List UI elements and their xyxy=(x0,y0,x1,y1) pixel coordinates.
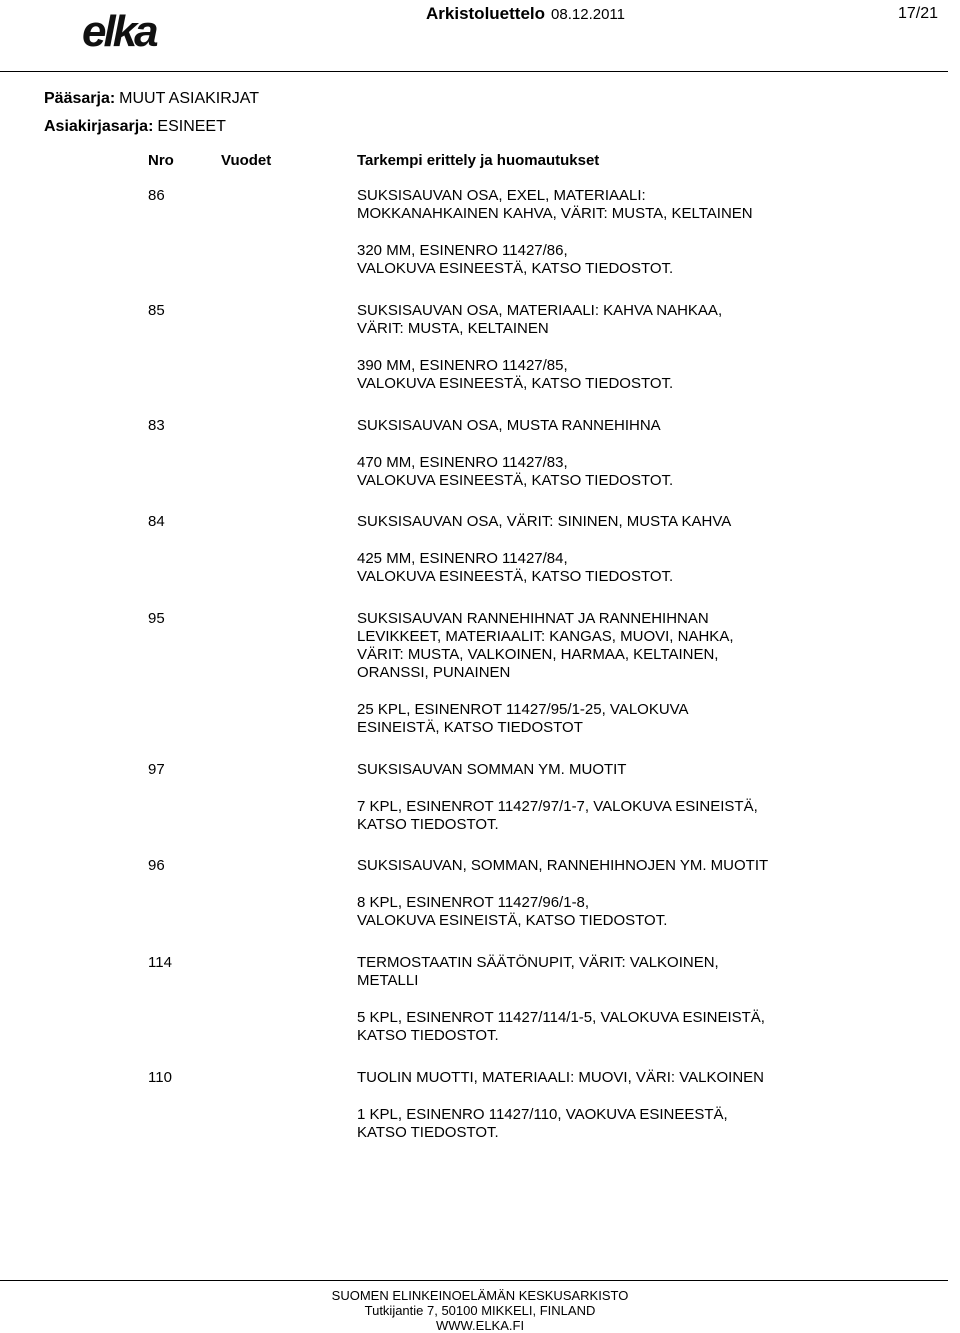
row-text: 470 MM, ESINENRO 11427/83, xyxy=(357,454,568,471)
row-text: VÄRIT: MUSTA, VALKOINEN, HARMAA, KELTAINEN, xyxy=(357,646,719,663)
row-text: 25 KPL, ESINENROT 11427/95/1-25, VALOKUVA xyxy=(357,701,689,718)
footer-organization: SUOMEN ELINKEINOELÄMÄN KESKUSARKISTO xyxy=(331,1288,629,1303)
elka-logo xyxy=(80,8,200,54)
row-text: 320 MM, ESINENRO 11427/86, xyxy=(357,242,568,259)
row-text: KATSO TIEDOSTOT. xyxy=(357,1027,499,1044)
footer-website: WWW.ELKA.FI xyxy=(435,1318,525,1333)
row-text: ORANSSI, PUNAINEN xyxy=(357,664,511,681)
row-text: METALLI xyxy=(357,972,419,989)
asiakirjasarja-label: Asiakirjasarja: xyxy=(44,118,154,135)
row-number: 96 xyxy=(148,857,165,874)
row-text: SUKSISAUVAN RANNEHIHNAT JA RANNEHIHNAN xyxy=(357,610,709,627)
asiakirjasarja-line xyxy=(44,118,226,136)
paasarja-label: Pääsarja: xyxy=(44,90,116,107)
paasarja-line xyxy=(44,90,259,108)
row-number: 97 xyxy=(148,761,165,778)
row-text: 425 MM, ESINENRO 11427/84, xyxy=(357,550,568,567)
row-text: VÄRIT: MUSTA, KELTAINEN xyxy=(357,320,549,337)
row-text: KATSO TIEDOSTOT. xyxy=(357,1124,499,1141)
column-header-nro: Nro xyxy=(148,152,174,169)
row-number: 83 xyxy=(148,417,165,434)
row-text: SUKSISAUVAN, SOMMAN, RANNEHIHNOJEN YM. MUOTIT xyxy=(357,857,769,874)
row-text: MOKKANAHKAINEN KAHVA, VÄRIT: MUSTA, KELTAINEN xyxy=(357,205,753,222)
row-text: TUOLIN MUOTTI, MATERIAALI: MUOVI, VÄRI: VALKOINEN xyxy=(357,1069,764,1086)
column-header-vuodet: Vuodet xyxy=(221,152,272,169)
row-text: VALOKUVA ESINEISTÄ, KATSO TIEDOSTOT. xyxy=(357,912,668,929)
title-text: Arkistoluettelo xyxy=(426,4,546,23)
row-text: SUKSISAUVAN OSA, MATERIAALI: KAHVA NAHKAA, xyxy=(357,302,723,319)
column-header-details: Tarkempi erittely ja huomautukset xyxy=(357,152,600,169)
row-text: VALOKUVA ESINEESTÄ, KATSO TIEDOSTOT. xyxy=(357,375,674,392)
row-text: VALOKUVA ESINEESTÄ, KATSO TIEDOSTOT. xyxy=(357,260,674,277)
row-number: 86 xyxy=(148,187,165,204)
footer-divider xyxy=(0,1280,948,1281)
row-text: VALOKUVA ESINEESTÄ, KATSO TIEDOSTOT. xyxy=(357,472,674,489)
asiakirjasarja-value: ESINEET xyxy=(157,118,226,135)
header-divider xyxy=(0,71,948,72)
row-text: VALOKUVA ESINEESTÄ, KATSO TIEDOSTOT. xyxy=(357,568,674,585)
row-number: 114 xyxy=(148,954,172,971)
row-text: 8 KPL, ESINENROT 11427/96/1-8, xyxy=(357,894,590,911)
row-text: 1 KPL, ESINENRO 11427/110, VAOKUVA ESINEESTÄ, xyxy=(357,1106,728,1123)
row-text: ESINEISTÄ, KATSO TIEDOSTOT xyxy=(357,719,583,736)
row-text: 7 KPL, ESINENROT 11427/97/1-7, VALOKUVA ESINEISTÄ, xyxy=(357,798,758,815)
row-number: 85 xyxy=(148,302,165,319)
paasarja-value: MUUT ASIAKIRJAT xyxy=(119,90,260,107)
row-text: KATSO TIEDOSTOT. xyxy=(357,816,499,833)
row-number: 110 xyxy=(148,1069,172,1086)
row-text: LEVIKKEET, MATERIAALIT: KANGAS, MUOVI, NAHKA, xyxy=(357,628,734,645)
page-number: 17/21 xyxy=(897,5,938,22)
footer-address: Tutkijantie 7, 50100 MIKKELI, FINLAND xyxy=(364,1303,596,1318)
document-title xyxy=(426,4,625,24)
row-number: 84 xyxy=(148,513,165,530)
row-text: SUKSISAUVAN OSA, MUSTA RANNEHIHNA xyxy=(357,417,661,434)
elka-logo-wordmark: elka xyxy=(82,8,156,54)
document-date: 08.12.2011 xyxy=(551,6,625,23)
row-number: 95 xyxy=(148,610,165,627)
row-text: 5 KPL, ESINENROT 11427/114/1-5, VALOKUVA ESINEISTÄ, xyxy=(357,1009,765,1026)
row-text: SUKSISAUVAN OSA, EXEL, MATERIAALI: xyxy=(357,187,646,204)
row-text: SUKSISAUVAN OSA, VÄRIT: SININEN, MUSTA KAHVA xyxy=(357,513,732,530)
row-text: 390 MM, ESINENRO 11427/85, xyxy=(357,357,568,374)
row-text: TERMOSTAATIN SÄÄTÖNUPIT, VÄRIT: VALKOINEN, xyxy=(357,954,719,971)
row-text: SUKSISAUVAN SOMMAN YM. MUOTIT xyxy=(357,761,627,778)
